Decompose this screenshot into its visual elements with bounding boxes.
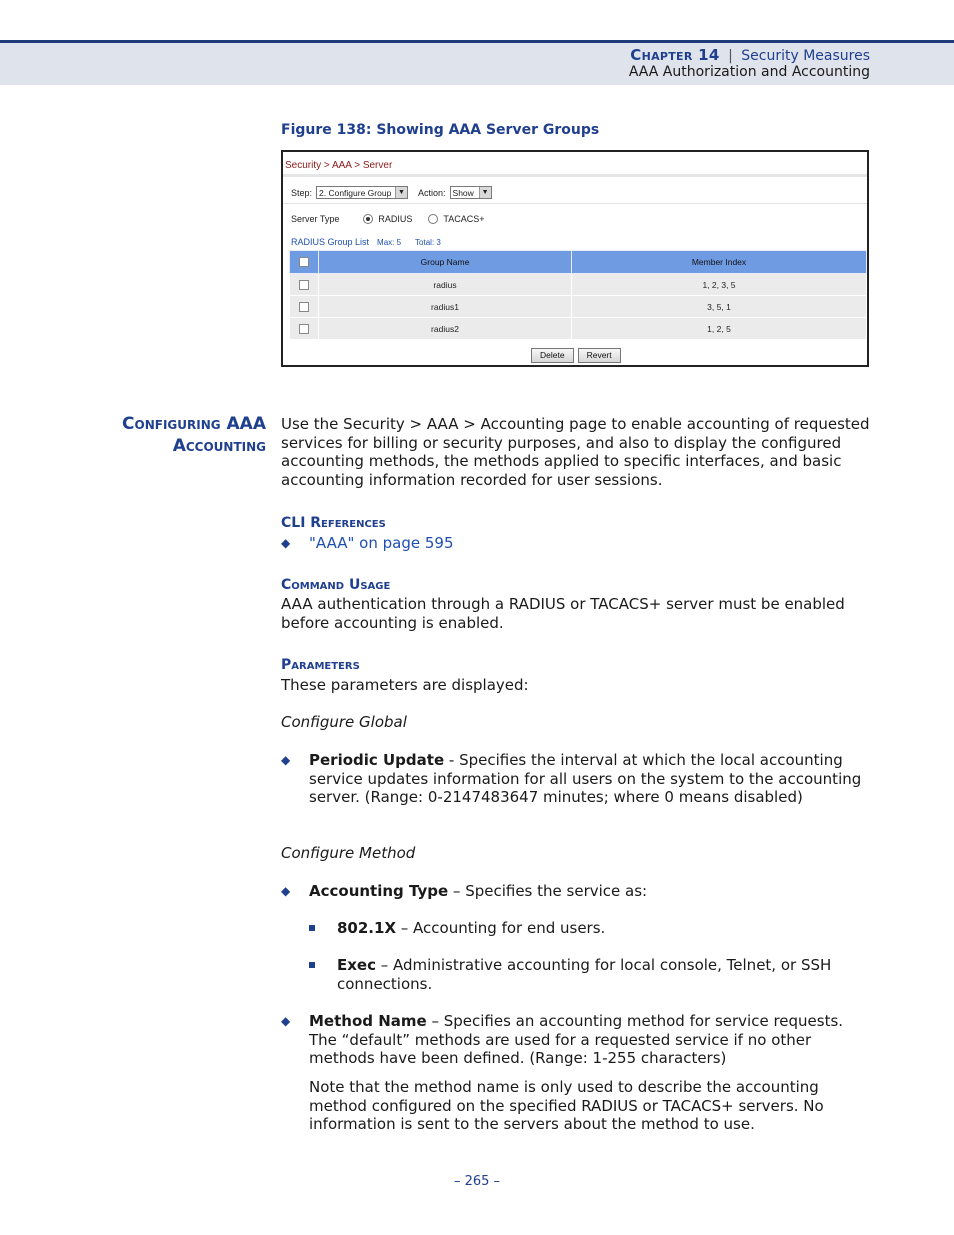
params-intro: These parameters are displayed: [281,676,529,694]
breadcrumb: Security > AAA > Server [285,160,393,171]
diamond-bullet-icon: ◆ [281,884,291,898]
square-bullet-icon [309,925,315,931]
button-row [531,348,621,363]
running-header-section: AAA Authorization and Accounting [628,64,870,80]
action-label: Action: [418,187,446,198]
divider [283,203,867,204]
group-list-title: RADIUS Group List [291,237,370,247]
row-checkbox[interactable] [299,324,309,334]
method-name-desc: – Specifies an accounting method for service requests. The “default” methods are used for a requested service if no other methods have been defined. (Range: 1-255 characters) [309,1012,844,1068]
divider [283,174,867,177]
revert-button[interactable]: Revert [578,348,621,363]
accounting-type-desc: – Specifies the service as: [448,882,648,900]
periodic-update-text [309,751,869,807]
header-separator: | [728,48,733,64]
configure-global-label: Configure Global [281,713,407,731]
exec-desc: – Administrative accounting for local console, Telnet, or SSH connections. [337,956,832,993]
usage-paragraph: AAA authentication through a RADIUS or TACACS+ server must be enabled before accounting is enabled. [281,595,845,632]
checkbox-cell [290,296,319,318]
section-title-line2: Accounting [172,436,266,456]
section-title-line1: Configuring AAA [122,414,266,434]
accounting-type-term: Accounting Type [309,882,449,900]
chapter-title: Security Measures [741,48,870,64]
page-number: – 265 – [453,1174,501,1189]
row-checkbox[interactable] [299,280,309,290]
group-table [289,250,867,340]
method-name-note: Note that the method name is only used to describe the accounting method configured on the specified RADIUS or TACACS+ servers. No information is sent to the servers about the method to use. [309,1078,824,1134]
step-action-row [291,186,492,199]
server-type-row [291,214,484,224]
step-select[interactable]: 2. Configure Group ▼ [316,186,408,199]
usage-heading: Command Usage [281,577,391,593]
checkbox-cell [290,274,319,296]
table-row [290,296,867,318]
group-name-cell: radius [319,274,572,296]
configure-method-label: Configure Method [281,844,416,862]
exec-text [337,956,877,993]
action-select[interactable]: Show ▼ [450,186,492,199]
section-title [122,413,266,457]
member-index-cell: 1, 2, 5 [572,318,867,340]
member-index-cell: 1, 2, 3, 5 [572,274,867,296]
radius-radio-label: RADIUS [378,214,413,224]
tacacs-radio[interactable] [428,214,438,224]
diamond-bullet-icon: ◆ [281,753,291,767]
running-header-chapter [630,46,870,64]
chevron-down-icon: ▼ [395,187,407,198]
periodic-update-term: Periodic Update [309,751,445,769]
figure-caption: Figure 138: Showing AAA Server Groups [281,122,600,138]
figure-screenshot [281,150,869,367]
group-name-cell: radius2 [319,318,572,340]
accounting-type-text [309,882,869,901]
chevron-down-icon: ▼ [479,187,491,198]
select-all-cell [290,251,319,274]
group-name-cell: radius1 [319,296,572,318]
column-header: Group Name [319,251,572,274]
step-label: Step: [291,187,313,198]
periodic-update-desc: - Specifies the interval at which the local accounting service updates information for all users on the system to the accounting server. (Range: 0-2147483647 minutes; where 0 means disabled) [309,751,862,807]
intro-paragraph: Use the Security > AAA > Accounting page to enable accounting of requested services for billing or security purposes, and also to display the configured accounting methods, the methods applied to specific interfaces, and basic accounting information recorded for user sessions. [281,415,870,490]
group-list-max: Max: 5 [377,238,402,247]
dot1x-term: 802.1X [337,919,397,937]
dot1x-text [337,919,877,938]
chapter-label: Chapter 14 [630,46,720,64]
exec-term: Exec [337,956,376,974]
table-header-row [290,251,867,274]
delete-button[interactable]: Delete [531,348,574,363]
table-row [290,318,867,340]
tacacs-radio-label: TACACS+ [443,214,485,224]
square-bullet-icon [309,962,315,968]
diamond-bullet-icon: ◆ [281,1014,291,1028]
method-name-text [309,1012,869,1068]
params-heading: Parameters [281,657,360,673]
column-header: Member Index [572,251,867,274]
member-index-cell: 3, 5, 1 [572,296,867,318]
row-checkbox[interactable] [299,302,309,312]
server-type-label: Server Type [291,214,340,224]
group-list-total: Total: 3 [415,238,441,247]
checkbox-cell [290,318,319,340]
radius-radio[interactable] [363,214,373,224]
diamond-bullet-icon: ◆ [281,536,291,550]
method-name-term: Method Name [309,1012,427,1030]
cli-heading: CLI References [281,515,386,531]
select-all-checkbox[interactable] [299,257,309,267]
dot1x-desc: – Accounting for end users. [396,919,606,937]
cli-reference-link[interactable]: "AAA" on page 595 [309,534,454,552]
table-row [290,274,867,296]
group-list-header [291,237,441,247]
